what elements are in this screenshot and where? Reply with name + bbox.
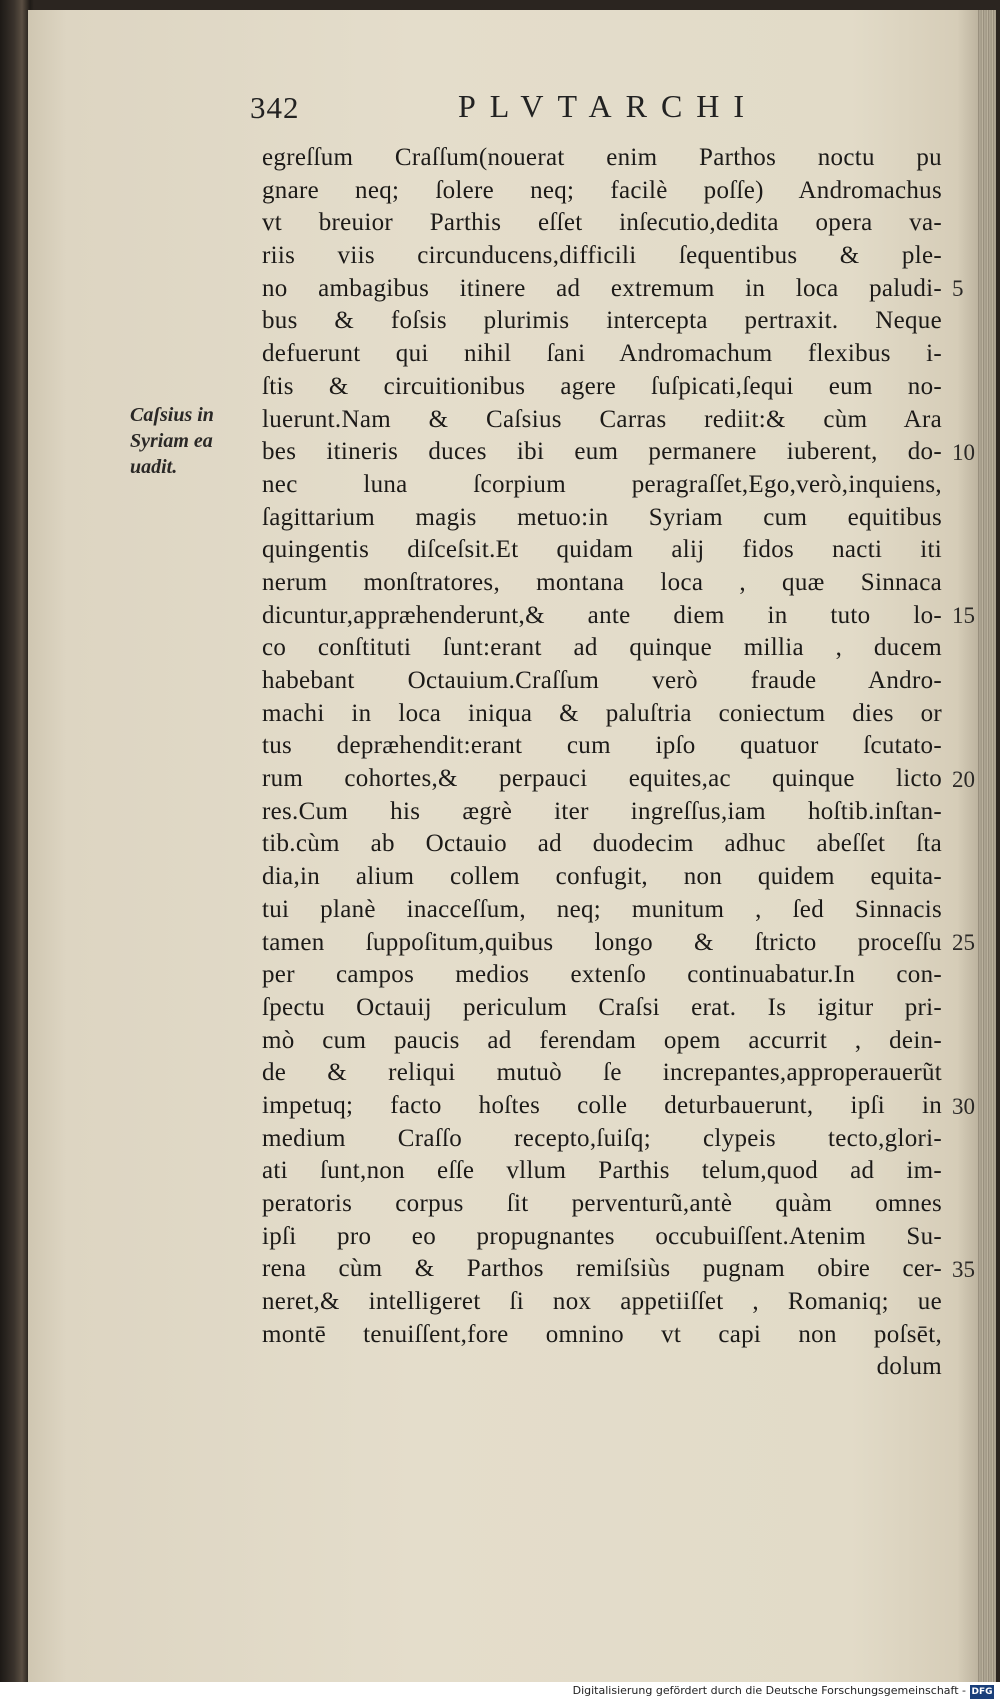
text-line: dicuntur,appræhenderunt,& ante diem in tuto lo- (262, 601, 942, 629)
text-line: quingentis diſceſsit.Et quidam alij fidos nacti iti (262, 536, 942, 564)
line-number: 15 (952, 603, 975, 628)
text-line: tib.cùm ab Octauio ad duodecim adhuc abeſſet ſta (262, 830, 942, 858)
margin-note-line: Caſsius in (130, 404, 214, 426)
text-line: bes itineris duces ibi eum permanere iuberent, do- (262, 438, 942, 466)
page-fore-edge (978, 10, 996, 1682)
text-line: ſagittarium magis metuo:in Syriam cum equitibus (262, 503, 942, 531)
text-line: no ambagibus itinere ad extremum in loca paludi- (262, 274, 942, 302)
text-line: montē tenuiſſent,fore omnino vt capi non poſsēt, (262, 1320, 942, 1348)
line-number: 25 (952, 930, 975, 955)
page-header (28, 80, 996, 140)
text-line: impetuq; facto hoſtes colle deturbauerunt, ipſi in (262, 1091, 942, 1119)
text-line: machi in loca iniqua & paluſtria coniectum dies or (262, 699, 942, 727)
text-line: nec luna ſcorpium peragraſſet,Ego,verò,inquiens, (262, 470, 942, 498)
text-line: ipſi pro eo propugnantes occubuiſſent.Atenim Su- (262, 1222, 942, 1250)
text-line: nerum monſtratores, montana loca , quæ Sinnaca (262, 568, 942, 596)
line-number: 20 (952, 767, 975, 792)
text-line: co conſtituti ſunt:erant ad quinque millia , ducem (262, 634, 942, 662)
text-line: tus depræhendit:erant cum ipſo quatuor ſcutato- (262, 732, 942, 760)
catchword: dolum (876, 1353, 942, 1381)
text-line: bus & foſsis plurimis intercepta pertraxit. Neque (262, 307, 942, 335)
text-line: peratoris corpus ſit perventurũ,antè quàm omnes (262, 1190, 942, 1217)
text-line: gnare neq; ſolere neq; facilè poſſe) Andromachus (262, 176, 942, 204)
line-number: 5 (952, 276, 964, 301)
text-line: ati ſunt,non eſſe vllum Parthis telum,quod ad im- (262, 1157, 942, 1185)
text-line: defuerunt qui nihil ſani Andromachum flexibus i- (262, 340, 942, 368)
text-line: riis viis circunducens,difficili ſequentibus & ple- (262, 242, 942, 270)
text-line: per campos medios extenſo continuabatur.In con- (262, 961, 942, 989)
text-line: medium Craſſo recepto,ſuiſq; clypeis tecto,glori- (262, 1124, 942, 1152)
dfg-logo: DFG (971, 1687, 993, 1697)
body-text (262, 142, 942, 1384)
line-number: 35 (952, 1257, 975, 1282)
line-number: 30 (952, 1094, 975, 1119)
text-line: luerunt.Nam & Caſsius Carras rediit:& cùm Ara (262, 405, 942, 433)
margin-note-line: uadit. (130, 456, 178, 478)
footer-credit: Digitalisierung gefördert durch die Deutsche Forschungsgemeinschaft - (572, 1684, 966, 1697)
text-line: res.Cum his ægrè iter ingreſſus,iam hoſtib.inſtan- (262, 797, 942, 825)
line-number: 10 (952, 440, 975, 465)
text-line: neret,& intelligeret ſi nox appetiiſſet , Romaniq; ue (262, 1288, 942, 1316)
text-line: habebant Octauium.Craſſum verò fraude Andro- (262, 667, 942, 694)
margin-note-line: Syriam ea (130, 430, 213, 452)
text-line: mò cum paucis ad ferendam opem accurrit , dein- (262, 1026, 942, 1054)
text-line: egreſſum Craſſum(nouerat enim Parthos noctu pu (262, 144, 942, 171)
text-line: tamen ſuppoſitum,quibus longo & ſtricto proceſſu (262, 928, 942, 956)
text-line: ſpectu Octauij periculum Craſsi erat. Is igitur pri- (262, 993, 942, 1021)
margin-note (130, 402, 270, 480)
digitization-footer (0, 1682, 1000, 1703)
page-number: 342 (250, 90, 300, 125)
text-line: vt breuior Parthis eſſet inſecutio,dedita opera va- (262, 209, 942, 237)
book-page (28, 10, 996, 1682)
text-line: rena cùm & Parthos remiſsiùs pugnam obire cer- (262, 1255, 942, 1283)
running-title: PLVTARCHI (458, 88, 759, 124)
text-line: de & reliqui mutuò ſe increpantes,approperauerũt (262, 1059, 942, 1087)
text-line: rum cohortes,& perpauci equites,ac quinque licto (262, 765, 942, 793)
text-line: dia,in alium collem confugit, non quidem equita- (262, 863, 942, 891)
text-line: ſtis & circuitionibus agere ſuſpicati,ſequi eum no- (262, 372, 942, 400)
text-line: tui planè inacceſſum, neq; munitum , ſed Sinnacis (262, 895, 942, 923)
